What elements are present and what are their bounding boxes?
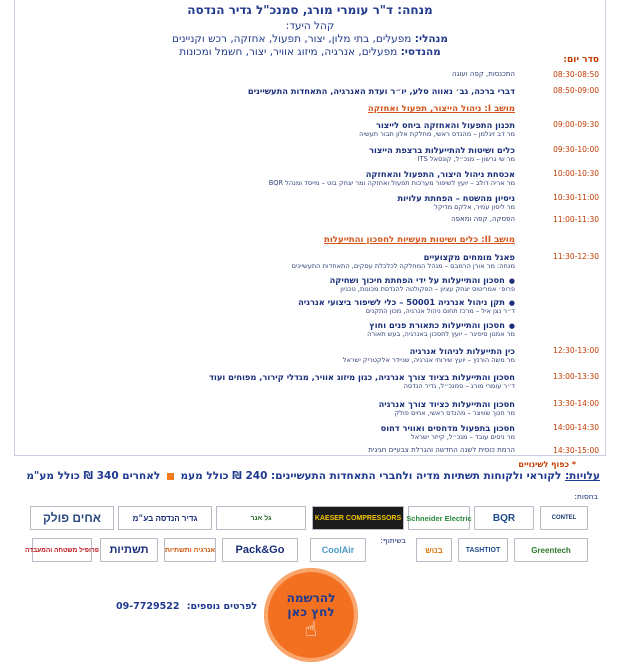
- phone-number[interactable]: 09-7729522: [116, 601, 180, 612]
- agenda-item: [23, 446, 599, 455]
- agenda-item: [23, 86, 599, 96]
- talk-title: תכנון התפעול והאחזקה ביחס לייצור: [375, 120, 515, 130]
- agenda-time: 08:30-08:50: [553, 70, 599, 79]
- agenda-item: [23, 252, 599, 270]
- changes-footnote: * כפוף לשינויים: [518, 460, 576, 469]
- logo-contel: CONTEL: [540, 506, 588, 530]
- agenda-item: [23, 372, 599, 390]
- costs-bar: [14, 470, 606, 490]
- media-label: בשיתוף:: [380, 536, 406, 545]
- speaker-line: ד״ר נצן איל – מרכז תחום ניהול אנרגיה, מכון התקנים: [365, 307, 515, 315]
- agenda-time: 10:30-11:00: [553, 193, 599, 202]
- speaker-line: פרופ׳ אמריטוס יצחק עציון – הפקולטה להנדסת מכונות, טכניון: [340, 285, 515, 293]
- agenda-item: [23, 70, 599, 79]
- logo-polak: אחים פולק: [30, 506, 114, 530]
- talk-title: כין התייעלות לניהול אנרגיה: [409, 346, 515, 356]
- logo-tashtiot-he: תשתיות: [100, 538, 158, 562]
- talk-title: חסכון בתפעול מדחסים ואוויר דחוס: [380, 423, 515, 433]
- header: [15, 3, 605, 58]
- talk-title: חסכון והתייעלות בציוד צורך אנרגיה, כגון מיזוג אוויר, מגדלי קירור, מפוחים ועוד: [209, 372, 515, 382]
- talk-title: אכסחת ניהול היצור, התפעול והאחזקה: [365, 169, 515, 179]
- agenda-time: 11:30-12:30: [553, 252, 599, 261]
- agenda-item: [23, 145, 599, 163]
- separator-square-icon: [167, 473, 174, 480]
- session-heading: [23, 104, 515, 114]
- agenda-time: 13:00-13:30: [553, 372, 599, 381]
- talk-title: כלים ושיטות להתייעלות ברצפת הייצור: [368, 145, 515, 155]
- agenda-item: [23, 320, 515, 338]
- logo-profile: פרופיל משטחה והמעבדה: [32, 538, 92, 562]
- talk-title: ● חסכון והתייעלות כתאורת פנים וחוץ: [23, 320, 515, 330]
- agenda-time: 09:30-10:00: [553, 145, 599, 154]
- agenda-time: 14:00-14:30: [553, 423, 599, 432]
- speaker-line: מר אריה דולב – יועץ לשיפור מערכות תפעול ואחזקה ומר יצחק בוט – מייסד ומנהל BQR: [268, 179, 515, 187]
- logo-schneider: Schneider Electric: [408, 506, 470, 530]
- talk-title: פאנל מומחים מקצועיים: [423, 252, 515, 262]
- sponsors-label: בחסות:: [574, 492, 598, 501]
- talk-title: ● חסכון והתייעלות על ידי הפחתת חיכוך ושחיקה: [23, 275, 515, 285]
- managers-line: מנהלי: מפעלים, בתי מלון, יצור, תפעול, אחזקה, רכש וקניינים: [172, 33, 448, 45]
- costs-line2: לאחרים 340 ₪ כולל מע"מ: [26, 470, 161, 482]
- speaker-line: מר ניסים עובד – מנכ״ל, קייזר ישראל: [410, 433, 515, 441]
- speaker-line: מר שי גרשון – מנכ״ל, קונסאל ITS: [417, 155, 515, 163]
- logo-kaeser: KAESER COMPRESSORS: [312, 506, 404, 530]
- agenda-item: [23, 297, 515, 315]
- speaker-line: ד״ר עומרי מורג – סמנכ״ל, גדיר הנדסה: [403, 382, 515, 390]
- agenda-time: 14:30-15:00: [553, 446, 599, 455]
- logo-greentech: Greentech: [514, 538, 588, 562]
- register-button[interactable]: [264, 568, 358, 662]
- talk-title: ניסיון מהשטח – הפחתת עלויות: [397, 193, 515, 203]
- agenda-item: [23, 399, 599, 417]
- agenda-item: [23, 193, 599, 211]
- talk-title: ● תקן ניהול אנרגיה 50001 – כלי לשיפור ביצועי אנרגיה: [23, 297, 515, 307]
- agenda-item: [23, 169, 599, 187]
- logo-bqr: BQR: [474, 506, 534, 530]
- agenda-item: [23, 346, 599, 364]
- logo-banosh: בנוש: [416, 538, 452, 562]
- talk-title: חסכון והתייעלות כציוד צורך אנרגיה: [378, 399, 515, 409]
- more-info-label: לפרטים נוספים:: [186, 601, 258, 612]
- agenda-time: 11:00-11:30: [553, 215, 599, 224]
- logo-packgo: Pack&Go: [222, 538, 298, 562]
- speaker-line: מר משה הורנץ – יועץ שירותי אנרגיה, שניידר אלקטריק ישראל: [342, 356, 515, 364]
- logo-gadir: גדיר הנדסה בע״מ: [118, 506, 212, 530]
- speaker-line: מר חנוך שוויצר – מהנדס ראשי, אחים פולק: [394, 409, 515, 417]
- more-info: [116, 601, 257, 612]
- agenda-item: [23, 215, 599, 224]
- agenda-time: 13:30-14:00: [553, 399, 599, 408]
- engineers-line: מהנדסי: מפעלים, אנרגיה, מיזוג אוויר, יצור, חשמל ומכונות: [179, 46, 441, 58]
- agenda-item: [23, 120, 599, 138]
- hand-cursor-icon: ☝: [304, 617, 318, 641]
- agenda-note: הרמת כוסית לשנה החדשה והגרלת צבעיים חגיגית: [368, 446, 515, 454]
- register-label-1: להרשמה: [286, 591, 336, 605]
- session-title: מושב I: ניהול הייצור, תפעול ואחזקה: [367, 104, 515, 114]
- speaker-line: מר ליסון עמיר, אלקם מדיקל: [434, 203, 515, 211]
- agenda-note: הפסקה, קפה ומאפה: [451, 215, 515, 223]
- agenda-item: [23, 423, 599, 441]
- logo-tashtiot: TASHTIOT: [458, 538, 508, 562]
- session-title: מושב II: כלים ושיטות מעשיות לחסכון והתייעלות: [323, 235, 515, 245]
- agenda-time: 12:30-13:00: [553, 346, 599, 355]
- costs-line1: לקוראי ולקוחות תשתיות מדיה ולחברי התאחדות התעשיינים: 240 ₪ כולל מעמ: [180, 470, 562, 482]
- moderator-line: מנחה: ד"ר עומרי מורג, סמנכ"ל גדיר הנדסה: [187, 3, 433, 17]
- agenda-item: [23, 275, 515, 293]
- logo-coolair: CoolAir: [310, 538, 366, 562]
- agenda-card: [14, 0, 606, 456]
- costs-label: עלויות:: [564, 470, 600, 482]
- session-heading: [23, 235, 515, 245]
- register-label-2: לחץ כאן: [287, 605, 335, 619]
- talk-title: דברי ברכה, גב׳ נאווה סלע, יו״ר ועדת האנרגיה, התאחדות התעשיינים: [247, 86, 515, 96]
- agenda-time: 10:00-10:30: [553, 169, 599, 178]
- agenda-label: סדר יום:: [563, 55, 599, 65]
- agenda-note: התכנסות, קפה ועוגה: [452, 70, 515, 78]
- speaker-line: מר אמנון סיפיגר – יועץ לחסכון באנרגיה, בעש תאורה: [367, 330, 515, 338]
- agenda-time: 09:00-09:30: [553, 120, 599, 129]
- audience-title: קהל היעד:: [285, 20, 335, 32]
- logo-energy-infra: אנרגיה ותשתיות: [164, 538, 216, 562]
- speaker-line: מר דב זיגלמן – מהנדס ראשי, מחלקת אלון תבור תעשיה: [359, 130, 515, 138]
- agenda-time: 08:50-09:00: [553, 86, 599, 95]
- logo-gal-aner: גל אנר: [216, 506, 306, 530]
- speaker-line: מנחה: מר אורן הרמבם – מנהל המחלקה לכלכלת עסקים, התאחדות התעשיינים: [291, 262, 515, 270]
